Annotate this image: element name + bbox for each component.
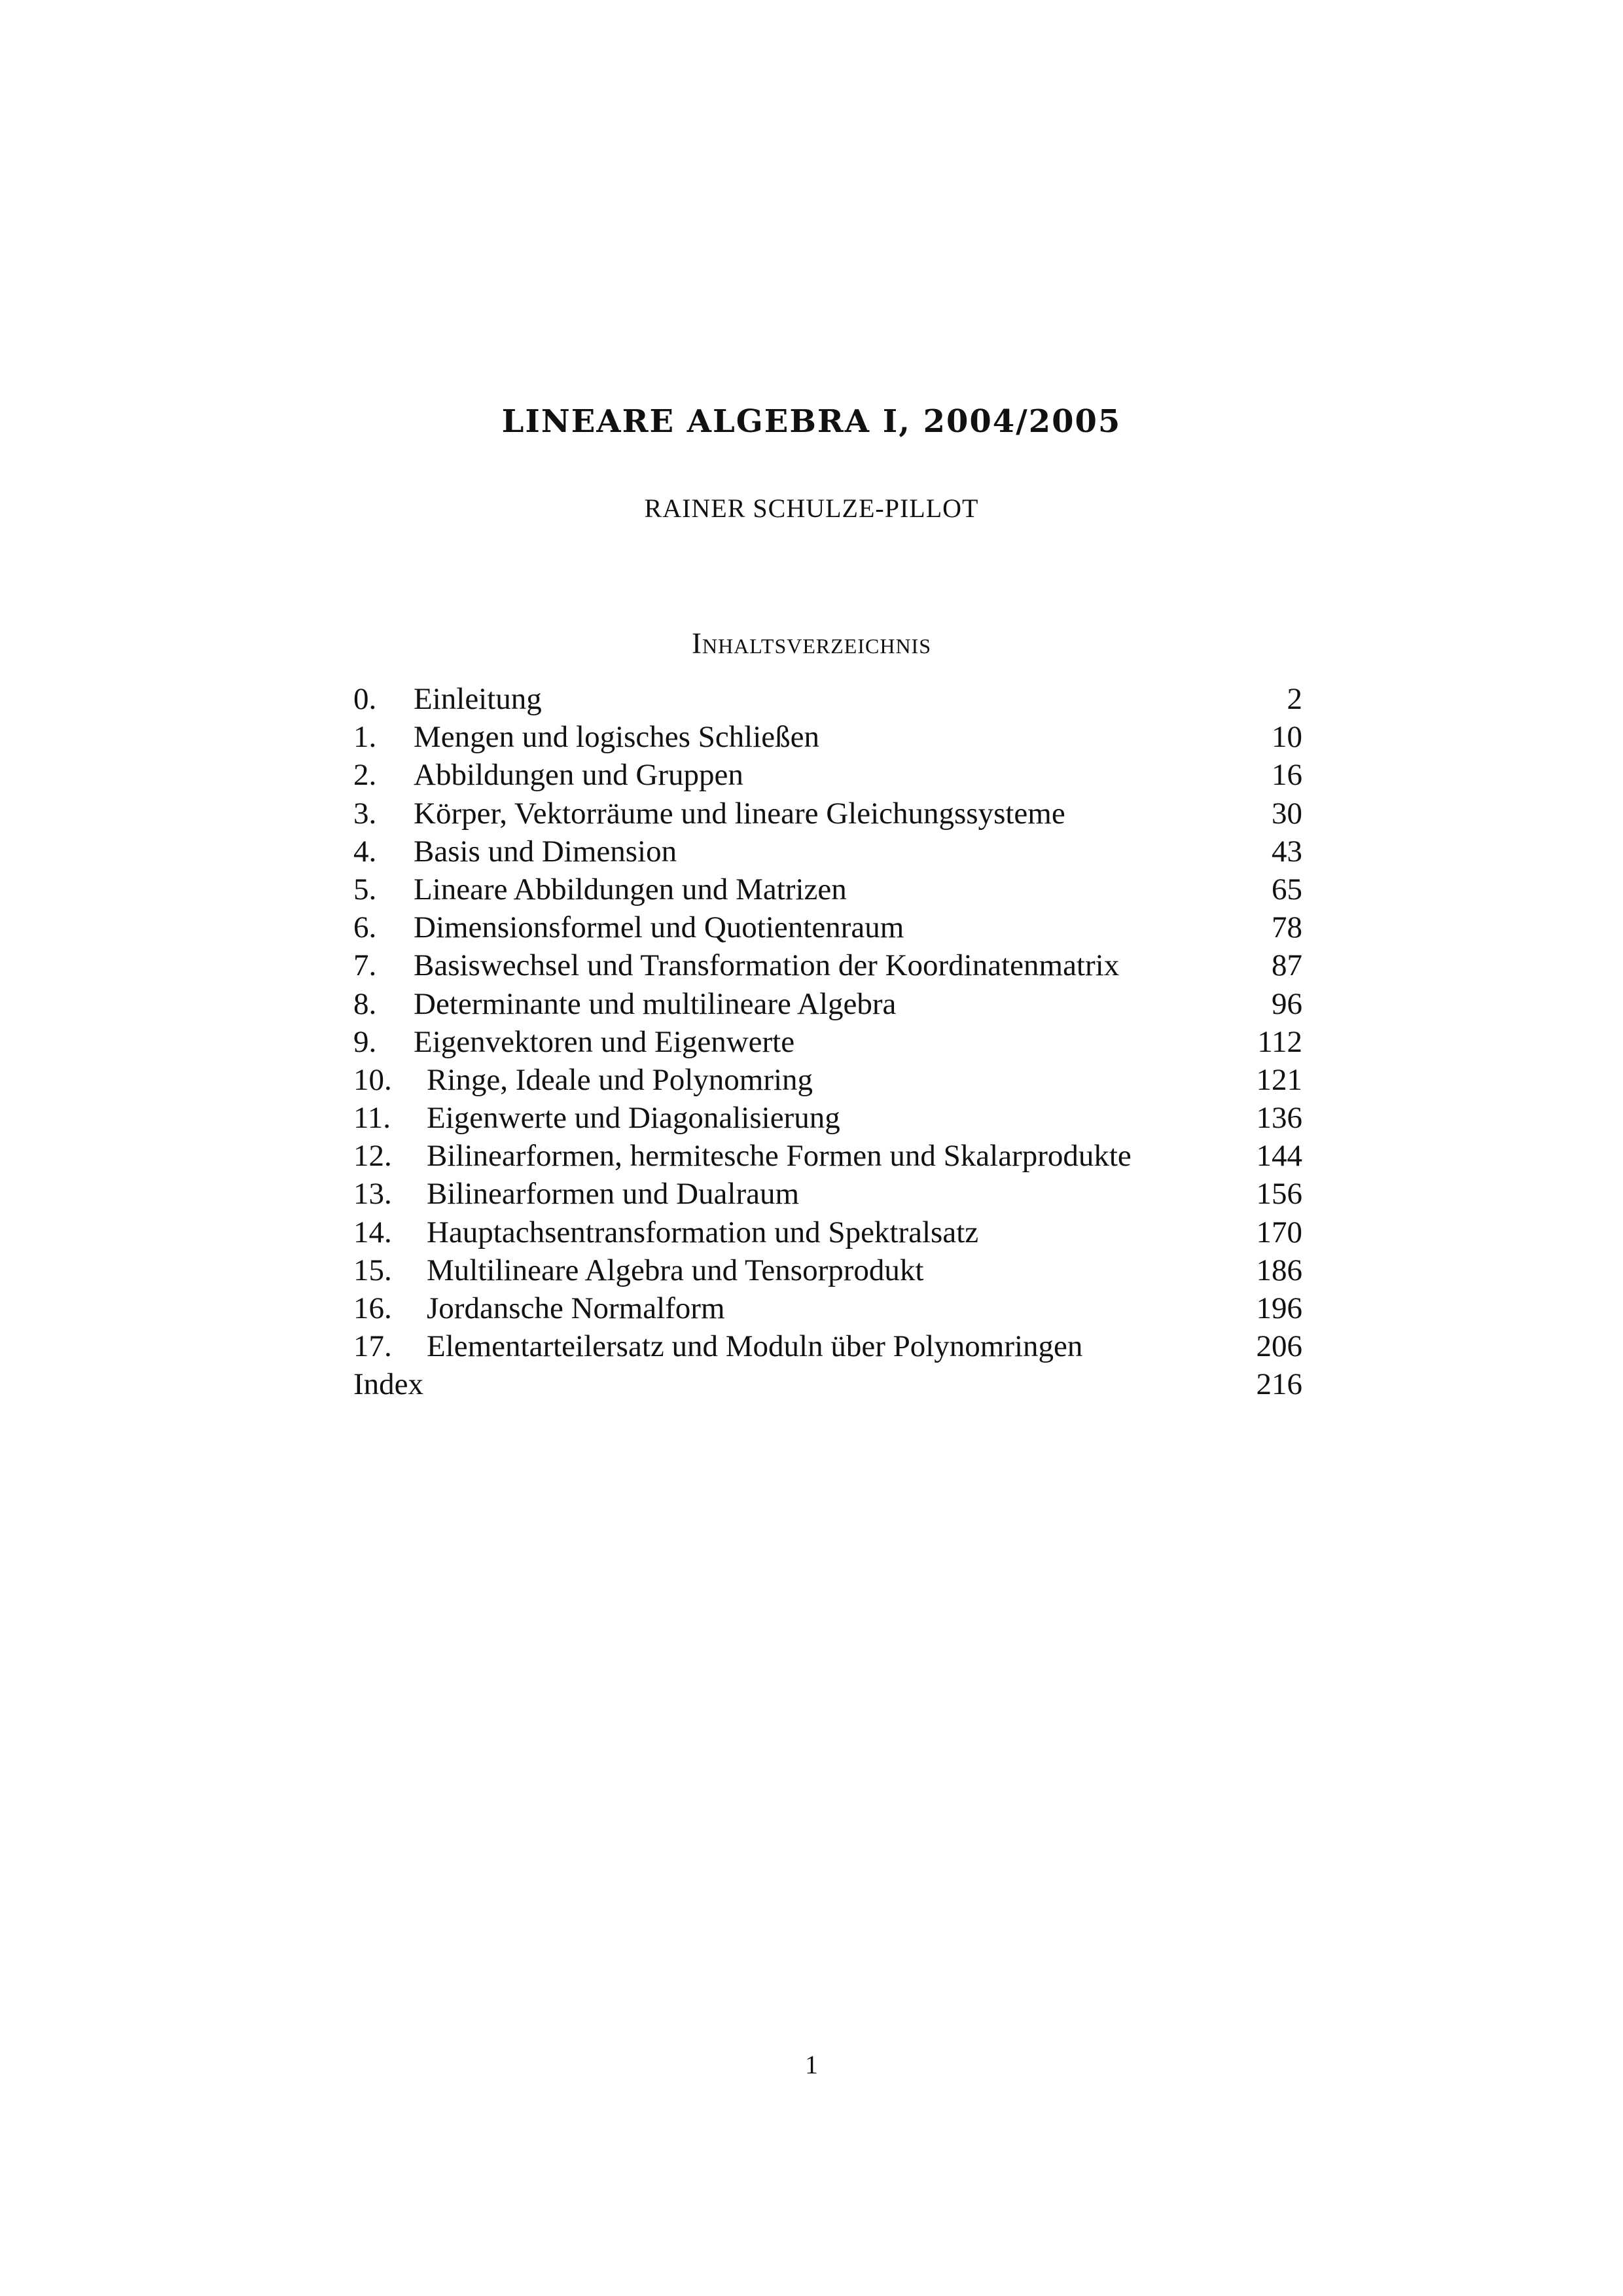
toc-heading: Inhaltsverzeichnis — [691, 627, 932, 660]
toc-entry-page: 136 — [1256, 1101, 1302, 1136]
toc-entry-title: Elementarteilersatz und Moduln über Polynomringen — [427, 1329, 1083, 1364]
toc-entry-title: Dimensionsformel und Quotientenraum — [414, 910, 904, 945]
toc-entry-page: 87 — [1272, 948, 1302, 983]
toc-entry-page: 16 — [1272, 758, 1302, 793]
toc-entry-title: Eigenwerte und Diagonalisierung — [427, 1101, 840, 1136]
toc-entry-8[interactable] — [353, 985, 1302, 1023]
toc-entry-2[interactable] — [353, 756, 1302, 794]
toc-entry-15[interactable] — [353, 1251, 1302, 1289]
toc-entry-title: Determinante und multilineare Algebra — [414, 986, 897, 1021]
toc-entry-page: 2 — [1287, 682, 1302, 716]
toc-entry-page: 186 — [1256, 1253, 1302, 1287]
toc-entry-number: 9. — [353, 1024, 377, 1059]
toc-entry-number: 8. — [353, 986, 377, 1021]
toc-entry-7[interactable] — [353, 946, 1302, 984]
toc-entry-number: 3. — [353, 796, 377, 831]
table-of-contents — [353, 680, 1302, 1404]
toc-entry-title: Bilinearformen, hermitesche Formen und Skalarprodukte — [427, 1139, 1132, 1174]
toc-entry-number: 4. — [353, 834, 377, 869]
toc-entry-number: 6. — [353, 910, 377, 945]
toc-entry-page: 43 — [1272, 834, 1302, 869]
toc-entry-title: Bilinearformen und Dualraum — [427, 1177, 800, 1211]
toc-entry-number: 11. — [353, 1101, 391, 1136]
toc-entry-title: Ringe, Ideale und Polynomring — [427, 1062, 813, 1097]
toc-entry-page: 10 — [1272, 720, 1302, 755]
toc-entry-title: Körper, Vektorräume und lineare Gleichungssysteme — [414, 796, 1065, 831]
toc-entry-page: 78 — [1272, 910, 1302, 945]
toc-entry-title: Lineare Abbildungen und Matrizen — [414, 872, 847, 906]
toc-entry-10[interactable] — [353, 1061, 1302, 1099]
toc-entry-page: 96 — [1272, 986, 1302, 1021]
toc-entry-11[interactable] — [353, 1099, 1302, 1137]
toc-entry-page: 144 — [1256, 1139, 1302, 1174]
toc-entry-page: 121 — [1256, 1062, 1302, 1097]
toc-entry-page: 216 — [1256, 1367, 1302, 1402]
toc-entry-page: 206 — [1256, 1329, 1302, 1364]
toc-entry-9[interactable] — [353, 1023, 1302, 1061]
toc-entry-number: 1. — [353, 720, 377, 755]
toc-entry-number: 14. — [353, 1215, 392, 1249]
toc-entry-title: Mengen und logisches Schließen — [414, 720, 820, 755]
toc-entry-title: Basiswechsel und Transformation der Koordinatenmatrix — [414, 948, 1120, 983]
toc-entry-0[interactable] — [353, 680, 1302, 718]
toc-entry-page: 30 — [1272, 796, 1302, 831]
toc-entry-3[interactable] — [353, 795, 1302, 833]
toc-entry-13[interactable] — [353, 1175, 1302, 1213]
author-name: RAINER SCHULZE-PILLOT — [644, 493, 979, 523]
toc-entry-5[interactable] — [353, 870, 1302, 908]
toc-entry-16[interactable] — [353, 1289, 1302, 1327]
toc-entry-14[interactable] — [353, 1213, 1302, 1251]
toc-entry-title: Hauptachsentransformation und Spektralsatz — [427, 1215, 979, 1249]
toc-entry-title: Basis und Dimension — [414, 834, 677, 869]
toc-entry-number: 7. — [353, 948, 377, 983]
toc-entry-page: 196 — [1256, 1291, 1302, 1325]
toc-entry-number: 5. — [353, 872, 377, 906]
toc-entry-number: 12. — [353, 1139, 392, 1174]
toc-entry-12[interactable] — [353, 1137, 1302, 1175]
toc-entry-number: 10. — [353, 1062, 392, 1097]
toc-entry-index[interactable] — [353, 1365, 1302, 1403]
toc-entry-title: Multilineare Algebra und Tensorprodukt — [427, 1253, 924, 1287]
toc-entry-page: 170 — [1256, 1215, 1302, 1249]
toc-entry-number: 2. — [353, 758, 377, 793]
toc-entry-page: 112 — [1257, 1024, 1302, 1059]
toc-entry-title: Index — [353, 1367, 424, 1402]
toc-entry-title: Einleitung — [414, 682, 542, 716]
toc-entry-title: Jordansche Normalform — [427, 1291, 725, 1325]
toc-entry-number: 13. — [353, 1177, 392, 1211]
page-number: 1 — [805, 2050, 818, 2079]
toc-entry-1[interactable] — [353, 718, 1302, 756]
toc-entry-title: Eigenvektoren und Eigenwerte — [414, 1024, 795, 1059]
toc-entry-6[interactable] — [353, 908, 1302, 946]
toc-entry-page: 65 — [1272, 872, 1302, 906]
toc-entry-number: 17. — [353, 1329, 392, 1364]
toc-entry-number: 16. — [353, 1291, 392, 1325]
toc-entry-title: Abbildungen und Gruppen — [414, 758, 743, 793]
document-title: LINEARE ALGEBRA I, 2004/2005 — [501, 403, 1122, 440]
toc-entry-number: 15. — [353, 1253, 392, 1287]
toc-entry-17[interactable] — [353, 1327, 1302, 1365]
toc-entry-page: 156 — [1256, 1177, 1302, 1211]
toc-entry-number: 0. — [353, 682, 377, 716]
toc-entry-4[interactable] — [353, 833, 1302, 870]
